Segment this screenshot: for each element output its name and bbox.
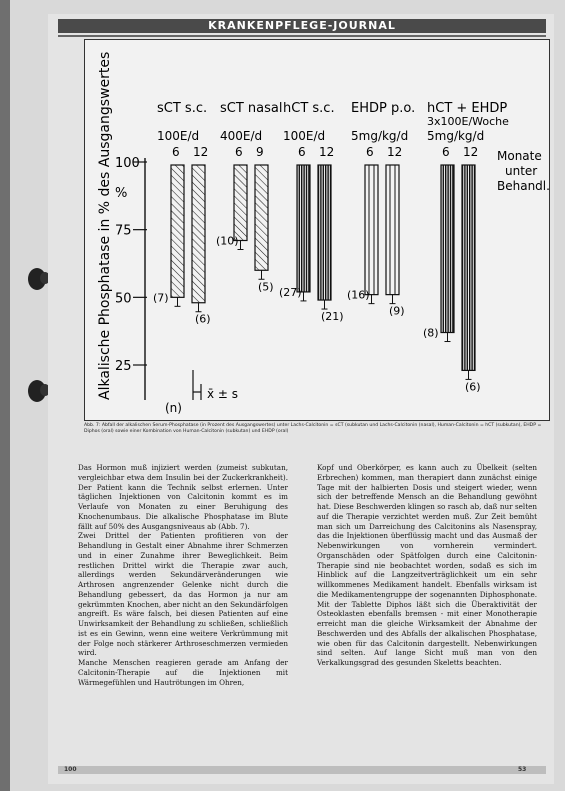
y-axis-label: Alkalische Phosphatase in % des Ausgangswertes xyxy=(97,51,113,400)
month-label: 6 xyxy=(298,145,306,159)
month-label: 12 xyxy=(319,145,335,159)
paragraph: Das Hormon muß injiziert werden (zumeist subkutan, vergleichbar etwa dem Insulin bei der Zuckerkrankheit). Der Patient kann die Technik selbst erlernen. Unter täglichen Injektionen von Calcitonin kommt es im Verlaufe von Monaten zu einer Beruhigung des Knochenumbaus. Die alkalische Phosphatase im Blute fällt auf 50% des Ausgangsniveaus ab (Abb. 7). xyxy=(78,463,288,531)
figure xyxy=(84,39,550,421)
legend-note: Monate xyxy=(497,149,542,163)
bar xyxy=(318,165,331,300)
month-label: 6 xyxy=(366,145,374,159)
group-dose: 5mg/kg/d xyxy=(351,129,409,143)
group-label: hCT s.c. xyxy=(283,101,335,116)
sample-size-label: (27) xyxy=(279,285,302,299)
sample-size-label: (16) xyxy=(347,288,370,302)
month-label: 6 xyxy=(172,145,180,159)
y-tick-label: % xyxy=(115,186,128,201)
sample-size-label: (7) xyxy=(153,291,169,305)
month-label: 6 xyxy=(442,145,450,159)
sample-size-label: (5) xyxy=(258,280,274,294)
month-label: 6 xyxy=(235,145,243,159)
bar xyxy=(441,165,454,333)
month-label: 12 xyxy=(193,145,209,159)
group-label: sCT nasal xyxy=(220,101,283,116)
group-dose: 5mg/kg/d xyxy=(427,129,485,143)
figure-caption: Abb. 7: Abfall der alkalischen Serum-Phosphatase (in Prozent des Ausgangswertes) unter Lachs-Calcitonin = sCT (subkutan und Lachs-Calcitonin (nasal), Human-Calcitonin = hCT (subkutan), EHDP = Diphos (oral) sowie einer Kombination von Human-Calcitonin (subkutan) und EHDP (oral) xyxy=(84,423,542,435)
footer-bar xyxy=(58,766,546,774)
phosphatase-chart xyxy=(85,40,549,420)
scan-edge xyxy=(0,0,10,791)
group-dose: 100E/d xyxy=(157,129,200,143)
legend-note: unter xyxy=(505,164,538,178)
y-tick-label: 100 xyxy=(115,156,140,171)
y-tick-label: 75 xyxy=(115,223,132,239)
bar xyxy=(365,165,378,295)
page-number-right: 53 xyxy=(518,766,527,773)
sample-size-label: (10) xyxy=(216,234,239,248)
y-tick-label: 25 xyxy=(115,359,132,374)
paragraph: Zwei Drittel der Patienten profitieren von der Behandlung in Gestalt einer Abnahme ihrer Schmerzen und in einer Zunahme ihrer Beweglichkeit. Beim restlichen Drittel wirkt die Therapie zwar auch, allerdings werden Sekundärveränderungen wie Arthrosen angrenzender Gelenke nicht durch die Behandlung gebessert, da das Hormon ja nur am gekrümmten Knochen, aber nicht an den Sekundärfolgen angreift. Es wäre falsch, bei diesen Patienten auf eine Unwirksamkeit der Behandlung zu schließen, schließlich ist es ein Gewinn, wenn eine weitere Verkrümmung mit der Folge noch stärkerer Arthroseschmerzen vermieden wird. xyxy=(78,531,288,658)
sample-size-label: (6) xyxy=(465,380,481,394)
group-label: sCT s.c. xyxy=(157,101,208,116)
error-legend-text: x̄ ± s xyxy=(207,387,239,401)
sample-size-label: (21) xyxy=(321,310,344,324)
bar xyxy=(297,165,310,292)
right-column xyxy=(317,463,537,668)
y-tick-label: 50 xyxy=(115,291,132,307)
bar xyxy=(192,165,205,303)
sample-size-label: (8) xyxy=(423,326,439,340)
sample-size-label: (6) xyxy=(195,312,211,326)
group-dose: 400E/d xyxy=(220,129,263,143)
header-rule xyxy=(58,35,546,37)
group-label: EHDP p.o. xyxy=(351,101,416,116)
error-legend-n: (n) xyxy=(165,401,182,415)
paragraph: Kopf und Oberkörper, es kann auch zu Übelkeit (selten Erbrechen) kommen, man therapiert dann zunächst einige Tage mit der halbierten Dosis und steigert wieder, wenn sich der betreffende Mensch an die Behandlung gewöhnt hat. Diese Beschwerden klingen so rasch ab, daß nur selten auf die Therapie verzichtet werden muß. Zur Zeit bemüht man sich um Darreichung des Calcitonins als Nasenspray, das die Injektionen überflüssig macht und das Ausmaß der Nebenwirkungen von vornherein vermindert. Organschäden oder Spätfolgen durch eine Calcitonin-Therapie sind nie beobachtet worden, sodaß es sich im Hinblick auf die Langzeitverträglichkeit um ein sehr willkommenes Medikament handelt. Ebenfalls wirksam ist die Medikamentengruppe der sogenannten Diphosphonate. Mit der Tablette Diphos läßt sich die Überaktivität der Osteoklasten ebenfalls bremsen - mit einer Monotherapie erreicht man die gleiche Wirksamkeit der Abnahme der Beschwerden und des Abfalls der alkalischen Phosphatase, wie oben für das Calcitonin dargestellt. Nebenwirkungen sind selten. Auf lange Sicht muß man von den Verkalkungsgrad des gesunden Skeletts beachten. xyxy=(317,463,537,667)
month-label: 12 xyxy=(463,145,479,159)
group-label: hCT + EHDP xyxy=(427,101,508,116)
page-number-left: 100 xyxy=(64,766,77,773)
bar xyxy=(462,165,475,370)
group-dose: 100E/d xyxy=(283,129,326,143)
bar xyxy=(386,165,399,295)
legend-note: Behandl. xyxy=(497,179,549,193)
bar xyxy=(234,165,247,240)
bar xyxy=(171,165,184,297)
sample-size-label: (9) xyxy=(389,304,405,318)
group-dose: 3x100E/Woche xyxy=(427,115,509,128)
left-column xyxy=(78,463,288,687)
paragraph: Manche Menschen reagieren gerade am Anfang der Calcitonin-Therapie auf die Injektionen mit Wärmegefühlen und Hautrötungen im Ohren, xyxy=(78,658,288,687)
bar xyxy=(255,165,268,270)
month-label: 9 xyxy=(256,145,264,159)
journal-header: KRANKENPFLEGE-JOURNAL xyxy=(58,19,546,33)
month-label: 12 xyxy=(387,145,403,159)
